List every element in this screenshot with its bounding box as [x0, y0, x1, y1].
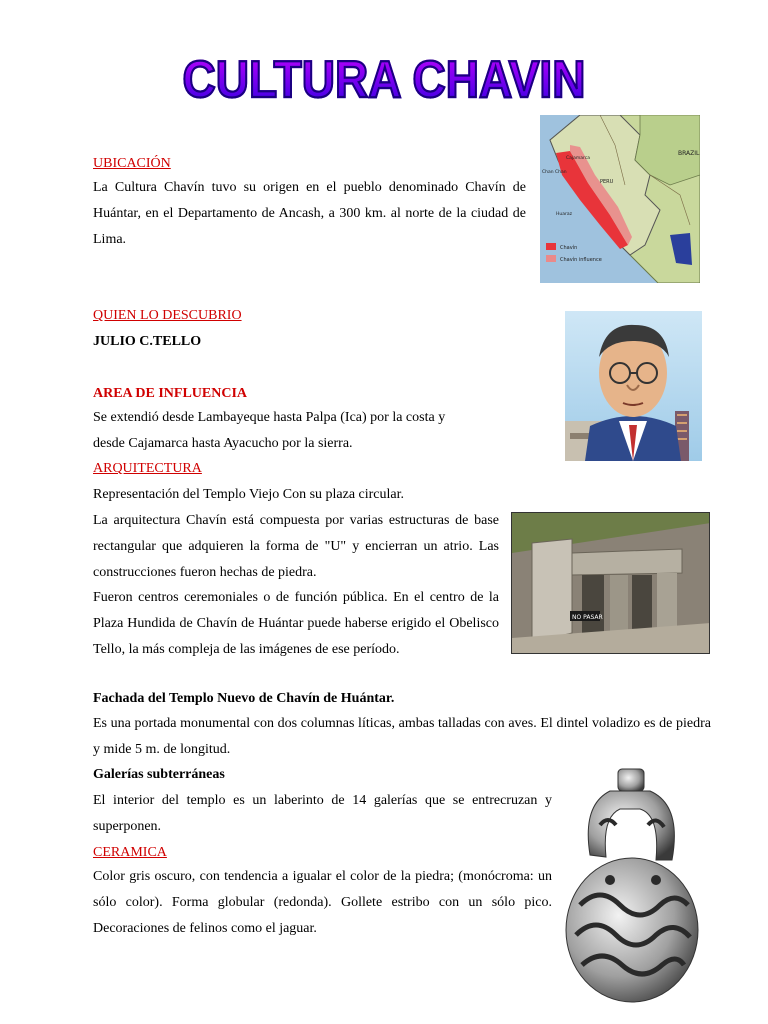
ceramica-text: Color gris oscuro, con tendencia a igualar el color de la piedra; (monócroma: un sólo color). Forma globular (redonda). Gollete estribo con un sólo pico. Decoraciones de felinos como el jaguar. — [93, 869, 552, 936]
heading-fachada: Fachada del Templo Nuevo de Chavín de Huántar. — [93, 691, 395, 706]
no-pasar-sign: NO PASAR — [572, 614, 603, 621]
map-label-huaraz: Huaraz — [556, 212, 572, 217]
influencia-line-1: Se extendió desde Lambayeque hasta Palpa (Ica) por la costa y — [93, 410, 446, 425]
heading-ubicacion: UBICACIÓN — [93, 156, 171, 171]
arquitectura-intro: Representación del Templo Viejo Con su plaza circular. — [93, 487, 405, 502]
heading-descubridor: QUIEN LO DESCUBRIO — [93, 308, 242, 323]
map-label-brazil: BRAZIL — [678, 150, 700, 157]
map-label-chan-chan: Chan Chan — [542, 170, 567, 175]
peru-map-image — [540, 115, 700, 283]
arquitectura-paragraph-1: La arquitectura Chavín está compuesta por varias estructuras de base rectangular que adquieren la forma de "U" y encierran un atrio. Las construcciones fueron hechas de piedra. — [93, 513, 499, 580]
temple-photo — [511, 512, 710, 654]
ubicacion-text: La Cultura Chavín tuvo su origen en el pueblo denominado Chavín de Huántar, en el Departamento de Ancash, a 300 km. al norte de la ciudad de Lima. — [93, 180, 526, 247]
map-legend-chavin: Chavín — [560, 245, 578, 251]
heading-ceramica: CERAMICA — [93, 845, 167, 860]
map-legend-influence: Chavín influence — [560, 257, 602, 263]
influencia-line-2: desde Cajamarca hasta Ayacucho por la sierra. — [93, 436, 353, 451]
arquitectura-paragraph-2: Fueron centros ceremoniales o de función pública. En el centro de la Plaza Hundida de Chavín de Huántar puede haberse erigido el Obelisco Tello, la más compleja de las imágenes de ese período. — [93, 590, 499, 657]
map-label-peru: PERU — [600, 179, 614, 185]
page-title: CULTURA CHAVIN — [0, 49, 768, 109]
map-label-cajamarca: Cajamarca — [566, 156, 591, 161]
heading-arquitectura: ARQUITECTURA — [93, 461, 202, 476]
julio-tello-portrait — [565, 311, 702, 461]
galerias-text: El interior del templo es un laberinto de 14 galerías que se entrecruzan y superponen. — [93, 793, 552, 834]
heading-galerias: Galerías subterráneas — [93, 767, 225, 782]
heading-influencia: AREA DE INFLUENCIA — [93, 386, 248, 401]
fachada-text: Es una portada monumental con dos columnas líticas, ambas talladas con aves. El dintel voladizo es de piedra y mide 5 m. de longitud. — [93, 716, 711, 757]
discoverer-name: JULIO C.TELLO — [93, 334, 202, 349]
ceramic-vessel-image — [560, 765, 710, 1010]
